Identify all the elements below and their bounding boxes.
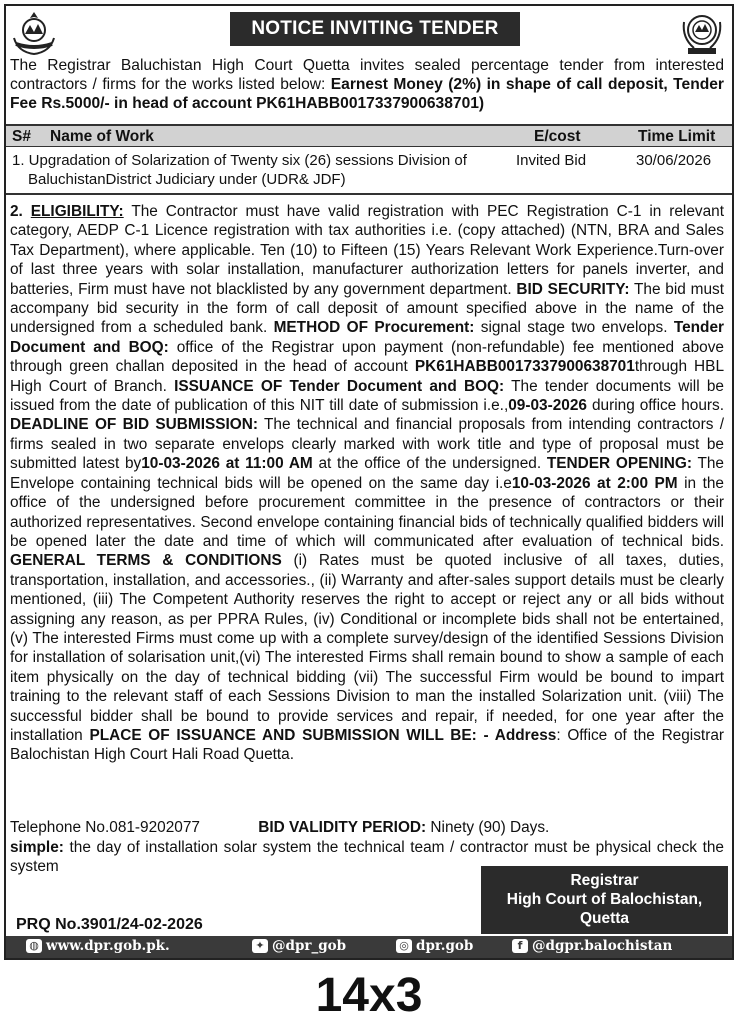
work-cost: Invited Bid: [516, 152, 587, 169]
opening-heading: TENDER OPENING:: [546, 455, 692, 473]
footer-facebook[interactable]: f @dgpr.balochistan: [512, 938, 672, 954]
notice-header: [6, 6, 732, 58]
prq-number: PRQ No.3901/24-02-2026: [16, 916, 203, 933]
work-name-line2: BaluchistanDistrict Judiciary under (UDR& JDF): [28, 171, 346, 188]
validity-heading: BID VALIDITY PERIOD:: [258, 819, 427, 836]
eligibility-heading: ELIGIBILITY:: [30, 203, 124, 220]
footer-twitter[interactable]: ✦ @dpr_gob: [252, 938, 346, 954]
issuance-heading: ISSUANCE OF Tender Document and BOQ:: [174, 377, 505, 395]
registrar-signature-block: Registrar High Court of Balochistan, Quetta: [481, 866, 728, 934]
work-time-limit: 30/06/2026: [636, 152, 712, 169]
address-text: : Office of the Registrar Balochistan High Court Hali Road Quetta.: [10, 726, 725, 764]
issuance-date: 09-03-2026: [508, 397, 587, 415]
telephone: Telephone No.081-9202077: [10, 819, 200, 836]
terms-body: 2. ELIGIBILITY: The Contractor must have valid registration with PEC Registration C-1 in relevant category, AEDP C-1 Licence registration with tax authorities i.e. (copy attached) (NTN, BRA and Sales Tax Department), where applicable. Ten (10) to Fifteen (15) Years Relevant Work Experience.Turn-over of last three years with solar installation, manufacturer authorization letters for panels inverter, and batteries, Firm must have not blacklisted by any government department. BID SECURITY: The bid must accompany bid security in the form of call deposit of amount specified above in the name of the undersigned from a scheduled bank. METHOD OF Procurement: signal stage two envelops. Tender Document and BOQ: office of the Registrar upon payment (non-refundable) fee mentioned above through green challan deposited in the head of account PK61HABB0017337900638701through HBL High Court of Branch. ISSUANCE OF Tender Document and BOQ: The tender documents will be issued from the date of publication of this NIT till date of submission i.e.,09-03-2026 during office hours. DEADLINE OF BID SUBMISSION: The technical and financial proposals from intending contractors / firms sealed in two separate envelops clearly marked with work title and type of proposal must be submitted latest by10-03-2026 at 11:00 AM at the office of the undersigned. TENDER OPENING: The Envelope containing technical bids will be opened on the same day i.e10-03-2026 at 2:00 PM in the office of the undersigned before procurement committee in the presence of contractors or their authorized representatives. Second envelope containing financial bids of technically qualified bidders will be opened later the date and time of which will communicated after evaluation of technical bids. GENERAL TERMS & CONDITIONS (i) Rates must be quoted inclusive of all taxes, duties, transportation, installation, and accessories., (ii) Warranty and after-sales support details must be clearly mentioned, (iii) The Competent Authority reserves the right to accept or reject any or all bids without assigning any reason, as per PPRA Rules, (iv) Conditional or incomplete bids shall not be entertained, (v) The interested Firms must come up with a complete survey/design of the identified Sessions Division for installation of solarisation unit,(vi) The interested Firms shall remain bound to show a sample of each item physically on the day of technical bidding (vii) The successful Firm would be bound to impart training to the relevant staff of each Sessions Division to man the installed Solarization unit. (viii) The successful bidder shall be bound to provide services and repair, if needed, for one year after the installation PLACE OF ISSUANCE AND SUBMISSION WILL BE: - Address: Office of the Registrar Balochistan High Court Hali Road Quetta.: [10, 203, 725, 764]
bid-security-heading: BID SECURITY:: [516, 280, 630, 298]
col-time: Time Limit: [638, 128, 716, 145]
opening-datetime: 10-03-2026 at 2:00 PM: [511, 474, 678, 492]
twitter-icon: ✦: [252, 939, 268, 953]
ad-size-label: 14x3: [315, 969, 423, 1022]
footer-website[interactable]: ◍ www.dpr.gob.pk.: [26, 938, 170, 954]
intro-paragraph: The Registrar Baluchistan High Court Quetta invites sealed percentage tender from interested contractors / firms for the works listed below: Earnest Money (2%) in shape of call deposit, Tender Fee Rs.5000/- in head of account PK61HABB0017337900638701): [10, 57, 724, 112]
contact-line: [10, 818, 724, 838]
footer-instagram[interactable]: ◎ dpr.gob: [396, 938, 473, 954]
deadline-heading: DEADLINE OF BID SUBMISSION:: [10, 416, 258, 434]
terms-heading: GENERAL TERMS & CONDITIONS: [10, 552, 282, 570]
tender-doc-heading: Tender Document and BOQ:: [10, 319, 724, 356]
account-number: PK61HABB0017337900638701: [414, 358, 635, 376]
works-table: [6, 124, 732, 195]
globe-icon: ◍: [26, 939, 42, 953]
balochistan-govt-emblem-icon: [8, 8, 60, 58]
work-name-line1: 1. Upgradation of Solarization of Twenty six (26) sessions Division of: [12, 152, 467, 169]
place-heading: PLACE OF ISSUANCE AND SUBMISSION WILL BE: -: [89, 726, 489, 744]
address-heading: Address: [488, 726, 557, 744]
high-court-emblem-icon: [676, 8, 728, 58]
col-sno: S#: [12, 128, 31, 145]
deadline-datetime: 10-03-2026 at 11:00 AM: [141, 455, 313, 473]
facebook-icon: f: [512, 939, 528, 953]
table-row: [6, 147, 732, 195]
validity-text: Ninety (90) Days.: [426, 819, 550, 836]
method-heading: METHOD OF Procurement:: [273, 319, 475, 337]
col-cost: E/cost: [534, 128, 581, 145]
col-name: Name of Work: [50, 128, 154, 145]
earnest-money-text: Earnest Money (2%) in shape of call deposit, Tender Fee Rs.5000/- in head of account PK61HABB0017337900638701): [10, 76, 724, 112]
table-header: [6, 124, 732, 147]
instagram-icon: ◎: [396, 939, 412, 953]
notice-title: NOTICE INVITING TENDER: [230, 12, 520, 46]
simple-note: simple: the day of installation solar system the technical team / contractor must be physical check the system: [10, 839, 724, 876]
footer-bar: [6, 936, 732, 958]
